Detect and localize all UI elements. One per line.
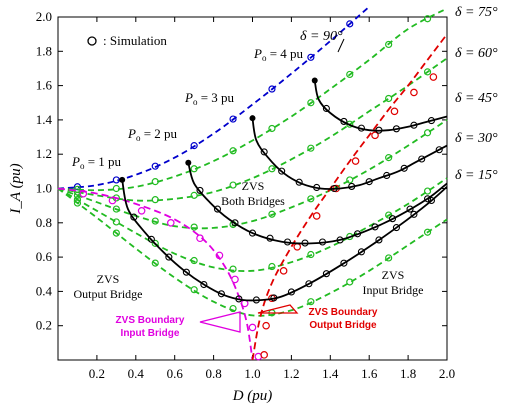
x-tick-label: 0.6 <box>166 366 183 381</box>
legend-label: : Simulation <box>103 33 167 48</box>
x-tick-label: 2.0 <box>438 366 456 381</box>
region-label-0-0: ZVS <box>241 179 265 193</box>
power-curve-label-3: $P_o = 3$ pu <box>185 90 235 107</box>
power-curve-label-2: $P_o = 2$ pu <box>128 126 178 143</box>
x-tick-label: 1.4 <box>322 366 339 381</box>
region-label-0-1: Both Bridges <box>221 194 285 208</box>
y-tick-label: 0.4 <box>35 283 52 299</box>
y-tick-label: 1.6 <box>35 77 52 93</box>
y-tick-label: 1.8 <box>35 43 52 59</box>
delta-label-1: δ = 75° <box>455 5 498 20</box>
y-tick-label: 1.4 <box>35 111 52 127</box>
y-tick-label: 0.2 <box>35 317 52 333</box>
power-curve-label-1: $P_o = 1$ pu <box>72 154 122 171</box>
x-tick-label: 1.6 <box>361 366 378 381</box>
zvs-output-boundary-label-1: ZVS Boundary <box>308 307 378 318</box>
power-curve-start-dot <box>250 115 256 121</box>
y-tick-label: 1.2 <box>35 146 52 162</box>
region-label-2-0: ZVS <box>381 268 405 282</box>
y-tick-label: 0.6 <box>35 249 52 265</box>
zvs-output-boundary-label-2: Output Bridge <box>309 320 377 331</box>
region-label-1-0: ZVS <box>96 272 120 286</box>
power-curve-label-4: $P_o = 4$ pu <box>254 46 304 63</box>
x-tick-label: 0.2 <box>88 366 106 381</box>
delta-label-2: δ = 60° <box>455 46 498 61</box>
power-curve-start-dot <box>185 160 191 166</box>
delta-label-3: δ = 45° <box>455 91 498 106</box>
region-label-1-1: Output Bridge <box>73 287 143 301</box>
region-label-2-1: Input Bridge <box>362 283 424 297</box>
delta-label-4: δ = 30° <box>455 131 498 146</box>
x-tick-label: 0.8 <box>205 366 222 381</box>
x-tick-label: 0.4 <box>127 366 144 381</box>
y-tick-label: 2.0 <box>35 9 52 24</box>
x-tick-label: 1.8 <box>399 366 417 381</box>
delta-label-5: δ = 15° <box>455 168 498 183</box>
y-axis-label: I_A (pu) <box>8 163 24 214</box>
zvs-input-boundary-label-2: Input Bridge <box>120 328 180 339</box>
power-curve-start-dot <box>119 177 125 183</box>
y-tick-label: 0.8 <box>35 214 52 230</box>
x-axis-label: D (pu) <box>232 388 273 404</box>
power-curve-start-dot <box>312 77 318 83</box>
x-tick-label: 1.2 <box>283 366 300 381</box>
x-tick-label: 1.0 <box>244 366 261 381</box>
y-tick-label: 1.0 <box>35 180 52 196</box>
zvs-input-boundary-label-1: ZVS Boundary <box>115 315 185 326</box>
delta-label-0: δ = 90° <box>300 29 343 44</box>
